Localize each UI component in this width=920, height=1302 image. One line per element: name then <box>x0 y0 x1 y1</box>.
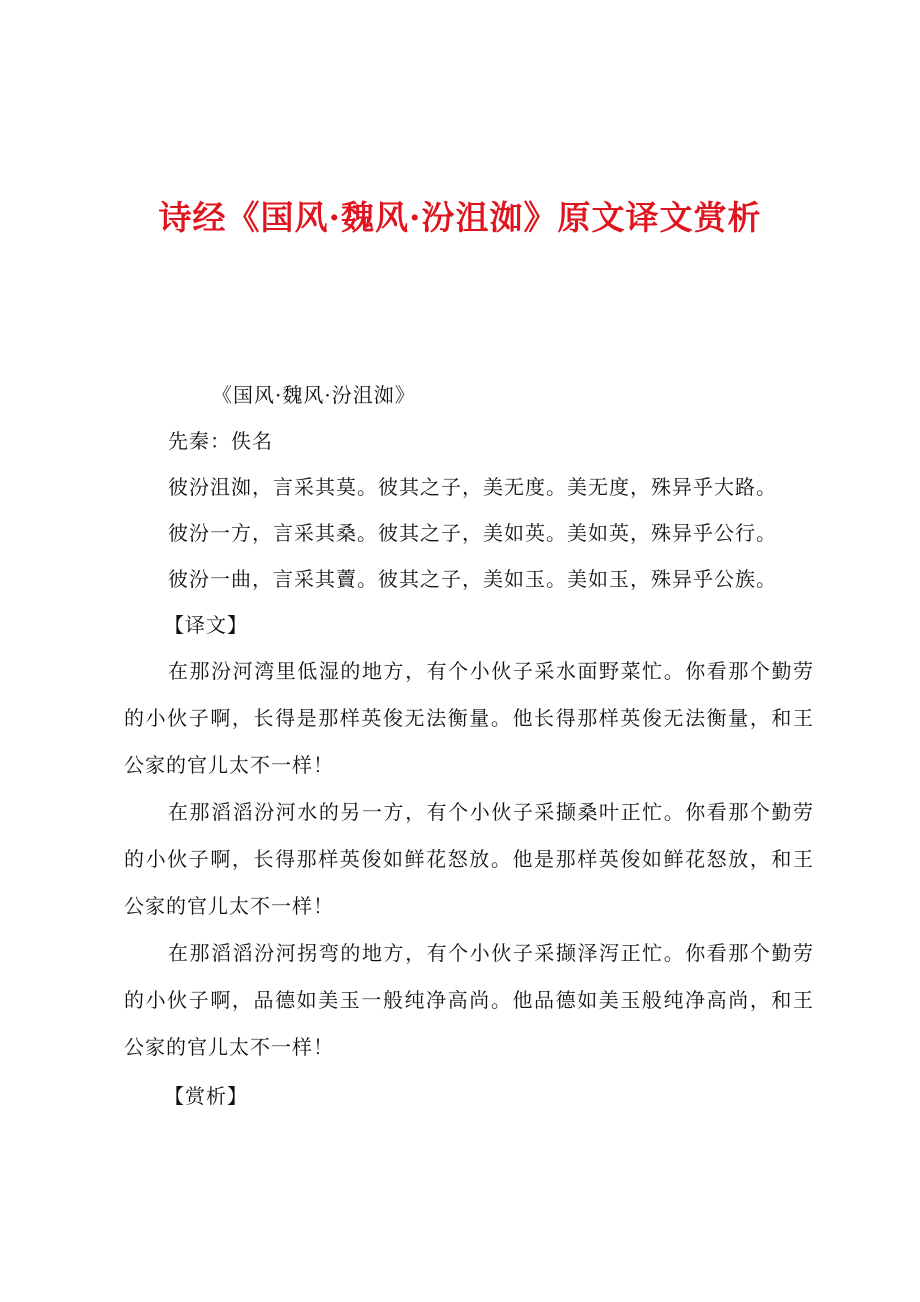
translation-paragraph: 在那滔滔汾河水的另一方，有个小伙子采撷桑叶正忙。你看那个勤劳的小伙子啊，长得那样英俊如鲜花怒放。他是那样英俊如鲜花怒放，和王公家的官儿太不一样！ <box>124 800 814 918</box>
poem-line: 彼汾沮洳，言采其莫。彼其之子，美无度。美无度，殊异乎大路。 <box>168 475 777 499</box>
poem-author: 先秦：佚名 <box>168 429 273 453</box>
translation-paragraph: 在那滔滔汾河拐弯的地方，有个小伙子采撷泽泻正忙。你看那个勤劳的小伙子啊，品德如美玉一般纯净高尚。他品德如美玉般纯净高尚，和王公家的官儿太不一样！ <box>124 941 814 1059</box>
document-body <box>124 372 814 1119</box>
page-title: 诗经《国风·魏风·汾沮洳》原文译文赏析 <box>158 198 762 237</box>
poem-line: 彼汾一曲，言采其藚。彼其之子，美如玉。美如玉，殊异乎公族。 <box>168 567 777 591</box>
translation-heading: 【译文】 <box>164 613 248 637</box>
appreciation-heading: 【赏析】 <box>164 1084 248 1108</box>
poem-line: 彼汾一方，言采其桑。彼其之子，美如英。美如英，殊异乎公行。 <box>168 521 777 545</box>
translation-paragraph: 在那汾河湾里低湿的地方，有个小伙子采水面野菜忙。你看那个勤劳的小伙子啊，长得是那样英俊无法衡量。他长得那样英俊无法衡量，和王公家的官儿太不一样！ <box>124 659 814 777</box>
poem-title: 《国风·魏风·汾沮洳》 <box>212 383 416 407</box>
